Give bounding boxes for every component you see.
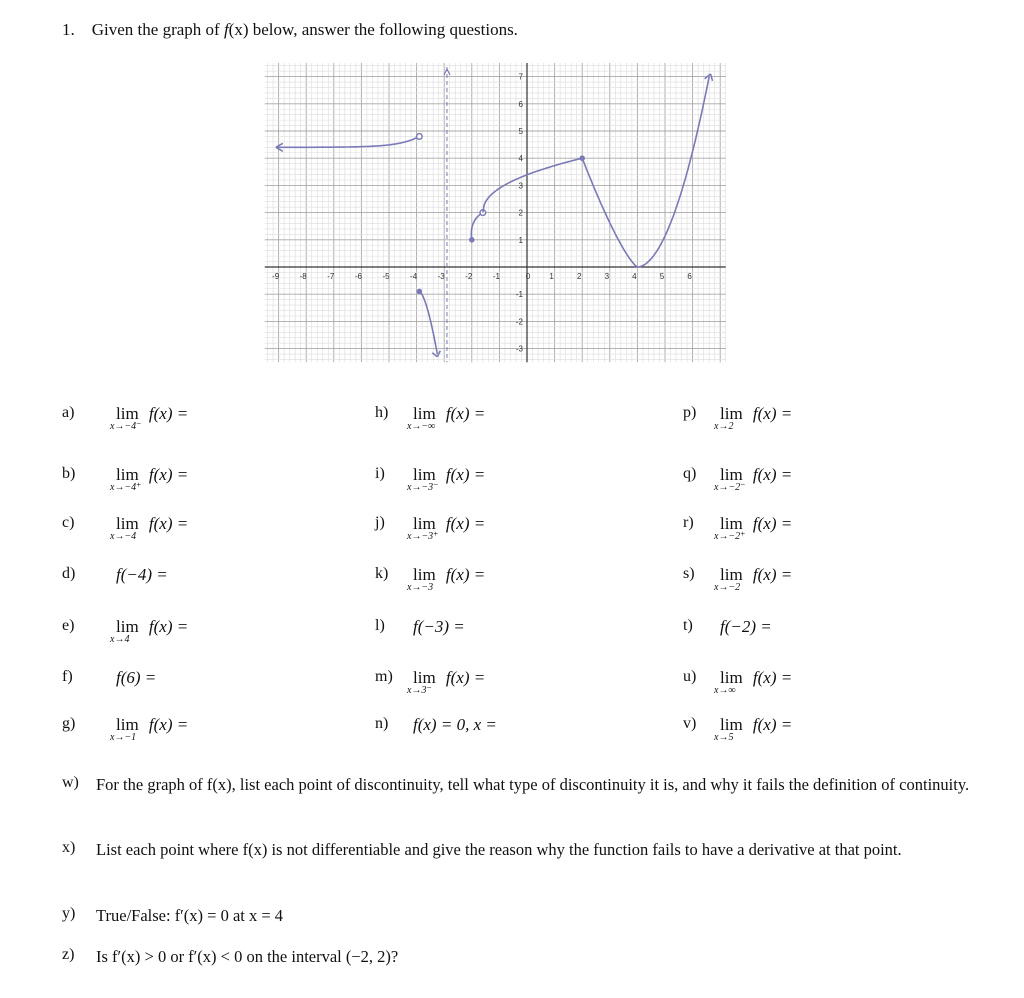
lim-subscript: x→−∞ <box>407 421 436 432</box>
x-tick-label: 2 <box>576 272 582 281</box>
x-tick-label: -6 <box>354 272 362 281</box>
x-tick-label: -7 <box>327 272 335 281</box>
part-b-expression <box>413 617 465 637</box>
y-tick-label: 2 <box>518 208 523 218</box>
bottom-question-label: w) <box>62 774 79 791</box>
lim-subscript: x→2 <box>714 421 734 432</box>
part-c-label: t) <box>683 617 693 634</box>
closed-point-2 <box>469 237 475 243</box>
closed-point <box>417 289 423 295</box>
part-c-label: q) <box>683 465 697 482</box>
lim-head: lim <box>720 668 743 687</box>
lim-head: lim <box>720 715 743 734</box>
y-tick-label: 5 <box>518 127 523 136</box>
part-b-expression <box>407 668 486 696</box>
x-tick-label: -3 <box>437 272 445 281</box>
bottom-question-text: For the graph of f(x), list each point of discontinuity, tell what type of discontinuity it is, and why it fails the definition of continuity. <box>96 775 970 794</box>
question-number: 1. <box>62 20 75 39</box>
y-tick-label: 1 <box>518 235 523 245</box>
bottom-question-text: List each point where f(x) is not differentiable and give the reason why the function fails to have a derivative at that point. <box>96 840 902 859</box>
part-b-label: k) <box>375 565 389 582</box>
lim-operator <box>407 404 436 432</box>
lim-head: lim <box>116 404 139 423</box>
lim-head: lim <box>116 617 139 636</box>
expression-text: f(x) = <box>748 668 793 687</box>
expression-text: f(x) = 0, x = <box>413 715 497 734</box>
x-tick-label: 4 <box>632 272 637 281</box>
lim-subscript: x→3⁻ <box>407 685 432 696</box>
lim-operator <box>714 668 743 696</box>
part-c-label: s) <box>683 565 695 582</box>
y-tick-label: -1 <box>515 290 523 300</box>
lim-operator <box>110 404 142 432</box>
lim-operator <box>714 514 746 542</box>
part-b-expression <box>407 565 486 593</box>
lim-head: lim <box>413 565 436 584</box>
part-a-expression <box>116 668 156 688</box>
bottom-question-text: Is f′(x) > 0 or f′(x) < 0 on the interval (−2, 2)? <box>96 947 399 966</box>
expression-text: f(x) = <box>144 715 189 734</box>
lim-subscript: x→−4 <box>110 531 137 542</box>
expression-text: f(x) = <box>144 404 189 423</box>
expression-text: f(x) = <box>441 465 486 484</box>
left-branch <box>276 137 418 147</box>
lim-operator <box>714 465 746 493</box>
expression-text: f(x) = <box>144 617 189 636</box>
part-b-expression <box>407 404 486 432</box>
part-b-expression <box>407 465 486 493</box>
expression-text: f(x) = <box>441 668 486 687</box>
expression-text: f(−2) = <box>720 617 772 636</box>
lim-head: lim <box>116 715 139 734</box>
expression-text: f(x) = <box>441 514 486 533</box>
part-a-expression <box>116 565 168 585</box>
lim-subscript: x→4 <box>110 634 130 645</box>
x-tick-label: 5 <box>659 272 665 281</box>
function-graph <box>272 55 730 373</box>
title-post: below, answer the following questions. <box>248 20 518 39</box>
y-tick-label: 6 <box>518 99 523 109</box>
part-c-expression <box>714 465 793 493</box>
part-c-label: u) <box>683 668 697 685</box>
lim-head: lim <box>720 465 743 484</box>
lim-subscript: x→−3⁻ <box>407 482 439 493</box>
lim-head: lim <box>720 565 743 584</box>
part-b-label: l) <box>375 617 385 634</box>
part-b-expression <box>407 514 486 542</box>
part-a-expression <box>110 617 189 645</box>
title-x: (x) <box>228 20 249 39</box>
x-tick-label: 6 <box>687 272 692 281</box>
lim-subscript: x→−3⁺ <box>407 531 439 542</box>
title-pre: Given the graph of <box>91 20 224 39</box>
expression-text: f(−4) = <box>116 565 168 584</box>
part-c-label: r) <box>683 514 694 531</box>
expression-text: f(6) = <box>116 668 157 687</box>
x-tick-label: -8 <box>299 272 307 281</box>
x-tick-label: -5 <box>382 272 390 281</box>
lim-subscript: x→∞ <box>714 685 736 696</box>
lim-operator <box>407 565 436 593</box>
part-b-label: i) <box>375 465 385 482</box>
y-tick-label: -3 <box>515 344 523 354</box>
x-tick-label: -1 <box>492 272 500 281</box>
bottom-question-label: z) <box>62 946 75 963</box>
lim-subscript: x→−4⁻ <box>110 421 142 432</box>
part-a-expression <box>110 514 189 542</box>
lim-operator <box>714 715 743 743</box>
part-c-expression <box>720 617 772 637</box>
expression-text: f(x) = <box>748 404 793 423</box>
y-tick-label: -2 <box>515 317 523 327</box>
open-point <box>417 134 423 140</box>
expression-text: f(−3) = <box>413 617 465 636</box>
graph-grid <box>265 63 726 362</box>
part-b-label: n) <box>375 715 389 732</box>
lim-subscript: x→−2⁺ <box>714 531 746 542</box>
y-tick-label: 7 <box>518 72 523 82</box>
expression-text: f(x) = <box>144 514 189 533</box>
lim-head: lim <box>413 404 436 423</box>
part-a-label: a) <box>62 404 75 421</box>
part-a-label: e) <box>62 617 75 634</box>
part-a-label: b) <box>62 465 76 482</box>
lim-head: lim <box>116 514 139 533</box>
part-a-expression <box>110 715 189 743</box>
lim-head: lim <box>720 404 743 423</box>
lim-head: lim <box>413 465 436 484</box>
lim-operator <box>407 465 439 493</box>
lim-subscript: x→5 <box>714 732 734 743</box>
bottom-question-label: x) <box>62 839 76 856</box>
part-c-expression <box>714 404 793 432</box>
part-b-label: h) <box>375 404 389 421</box>
lim-operator <box>110 465 142 493</box>
lim-head: lim <box>413 668 436 687</box>
part-b-label: m) <box>375 668 393 685</box>
x-tick-label: -2 <box>465 272 473 281</box>
part-b-label: j) <box>375 514 385 531</box>
lim-subscript: x→−2 <box>714 582 741 593</box>
expression-text: f(x) = <box>748 514 793 533</box>
part-c-label: v) <box>683 715 697 732</box>
lim-operator <box>714 565 743 593</box>
part-a-label: d) <box>62 565 76 582</box>
lim-subscript: x→−4⁺ <box>110 482 142 493</box>
lim-subscript: x→−2⁻ <box>714 482 746 493</box>
x-tick-label: -4 <box>410 272 418 281</box>
lim-head: lim <box>116 465 139 484</box>
bottom-question-text: True/False: f′(x) = 0 at x = 4 <box>96 906 284 925</box>
part-a-expression <box>110 465 189 493</box>
part-a-expression <box>110 404 189 432</box>
x-tick-label: -9 <box>272 272 280 281</box>
lim-head: lim <box>720 514 743 533</box>
part-c-expression <box>714 514 793 542</box>
lim-operator <box>110 514 139 542</box>
part-a-label: c) <box>62 514 75 531</box>
part-c-label: p) <box>683 404 697 421</box>
question-title <box>62 20 518 40</box>
part-c-expression <box>714 565 793 593</box>
part-c-expression <box>714 668 793 696</box>
part-a-label: f) <box>62 668 73 685</box>
lim-operator <box>110 715 139 743</box>
lim-operator <box>714 404 743 432</box>
expression-text: f(x) = <box>144 465 189 484</box>
lim-subscript: x→−1 <box>110 732 137 743</box>
bottom-question-label: y) <box>62 905 76 922</box>
lim-operator <box>110 617 139 645</box>
expression-text: f(x) = <box>441 565 486 584</box>
part-c-expression <box>714 715 793 743</box>
expression-text: f(x) = <box>748 565 793 584</box>
title-f: f <box>223 20 229 39</box>
expression-text: f(x) = <box>441 404 486 423</box>
part-a-label: g) <box>62 715 76 732</box>
parabola-branch <box>582 77 709 267</box>
lim-operator <box>407 668 436 696</box>
lim-subscript: x→−3 <box>407 582 434 593</box>
y-tick-label: 4 <box>518 154 523 164</box>
part-b-expression <box>413 715 497 735</box>
x-tick-label: 3 <box>604 272 610 281</box>
lim-operator <box>407 514 439 542</box>
x-tick-label: 1 <box>549 272 554 281</box>
y-tick-label: 3 <box>518 181 523 191</box>
expression-text: f(x) = <box>748 715 793 734</box>
lim-head: lim <box>413 514 436 533</box>
x-tick-label: 0 <box>525 272 531 281</box>
expression-text: f(x) = <box>748 465 793 484</box>
